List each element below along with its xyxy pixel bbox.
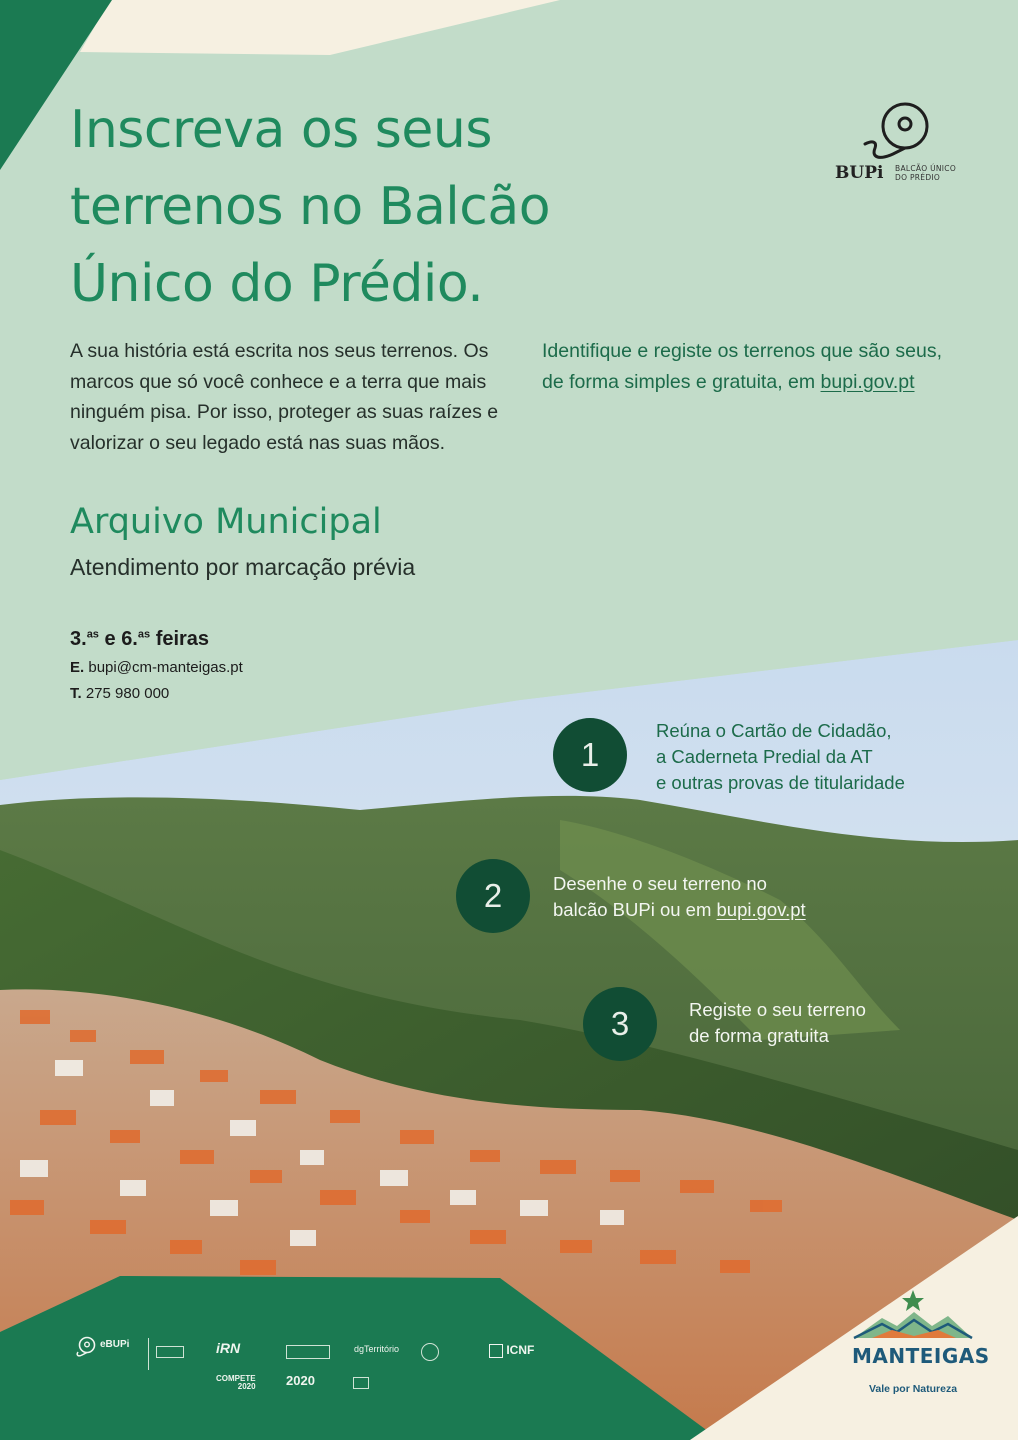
step-1-text: Reúna o Cartão de Cidadão, a Caderneta Predial da AT e outras provas de titularidade [656, 720, 905, 793]
ebupi-logo: eBUPi [74, 1336, 98, 1361]
at-logo [286, 1345, 330, 1359]
bupi-wordmark: BUPi [835, 163, 884, 183]
manteigas-wordmark: MANTEIGAS [852, 1344, 990, 1368]
archive-subtitle: Atendimento por marcação prévia [70, 554, 416, 580]
icnf-square-icon [489, 1344, 503, 1358]
step-1-badge: 1 [553, 718, 627, 792]
email-link[interactable]: bupi@cm-manteigas.pt [88, 659, 243, 676]
contact-phone: T. 275 980 000 [70, 685, 170, 702]
page-title [70, 92, 690, 323]
archive-title: Arquivo Municipal [70, 502, 382, 542]
ebupi-pin-icon [74, 1336, 98, 1358]
phone-number: 275 980 000 [85, 685, 170, 702]
dgterritorio-logo: dgTerritório [354, 1344, 400, 1354]
title-line-3: Único do Prédio. [70, 254, 484, 314]
icnf-logo: ICNF [489, 1344, 534, 1358]
bupi-website-link[interactable]: bupi.gov.pt [820, 370, 915, 393]
title-line-1: Inscreva os seus [70, 100, 492, 160]
irn-logo: iRN [216, 1340, 241, 1356]
contact-email: E. bupi@cm-manteigas.pt [70, 659, 243, 676]
step-3-text: Registe o seu terreno de forma gratuita [689, 999, 866, 1046]
bupi-pin-icon [835, 100, 965, 162]
compete-logo: COMPETE 2020 [216, 1374, 256, 1391]
cta-paragraph: Identifique e registe os terrenos que são seus, de forma simples e gratuita, em bupi.gov.pt [542, 340, 942, 393]
opening-days: 3.$^{as}$ e 6.$^{as}$ feiras [70, 628, 210, 650]
republica-logo [156, 1346, 184, 1358]
manteigas-tagline: Vale por Natureza [868, 1383, 958, 1395]
title-line-2: terrenos no Balcão [70, 177, 551, 237]
bupi-tagline: BALCÃO ÚNICO DO PRÉDIO [895, 164, 957, 182]
step-2-text: Desenhe o seu terreno no balcão BUPi ou em bupi.gov.pt [553, 873, 806, 920]
footer-divider [148, 1338, 149, 1370]
ministry-logo [421, 1343, 439, 1361]
portugal-2020-logo: 2020 [286, 1373, 315, 1388]
eu-flag-icon [353, 1377, 369, 1389]
intro-paragraph: A sua história está escrita nos seus terrenos. Os marcos que só você conhece e a terra que mais ninguém pisa. Por isso, proteger as suas raízes e valorizar o seu legado está nas suas mãos. [70, 340, 499, 454]
step-3-badge: 3 [583, 987, 657, 1061]
step-2-badge: 2 [456, 859, 530, 933]
step-2-link[interactable]: bupi.gov.pt [716, 899, 806, 920]
manteigas-emblem [852, 1286, 974, 1342]
